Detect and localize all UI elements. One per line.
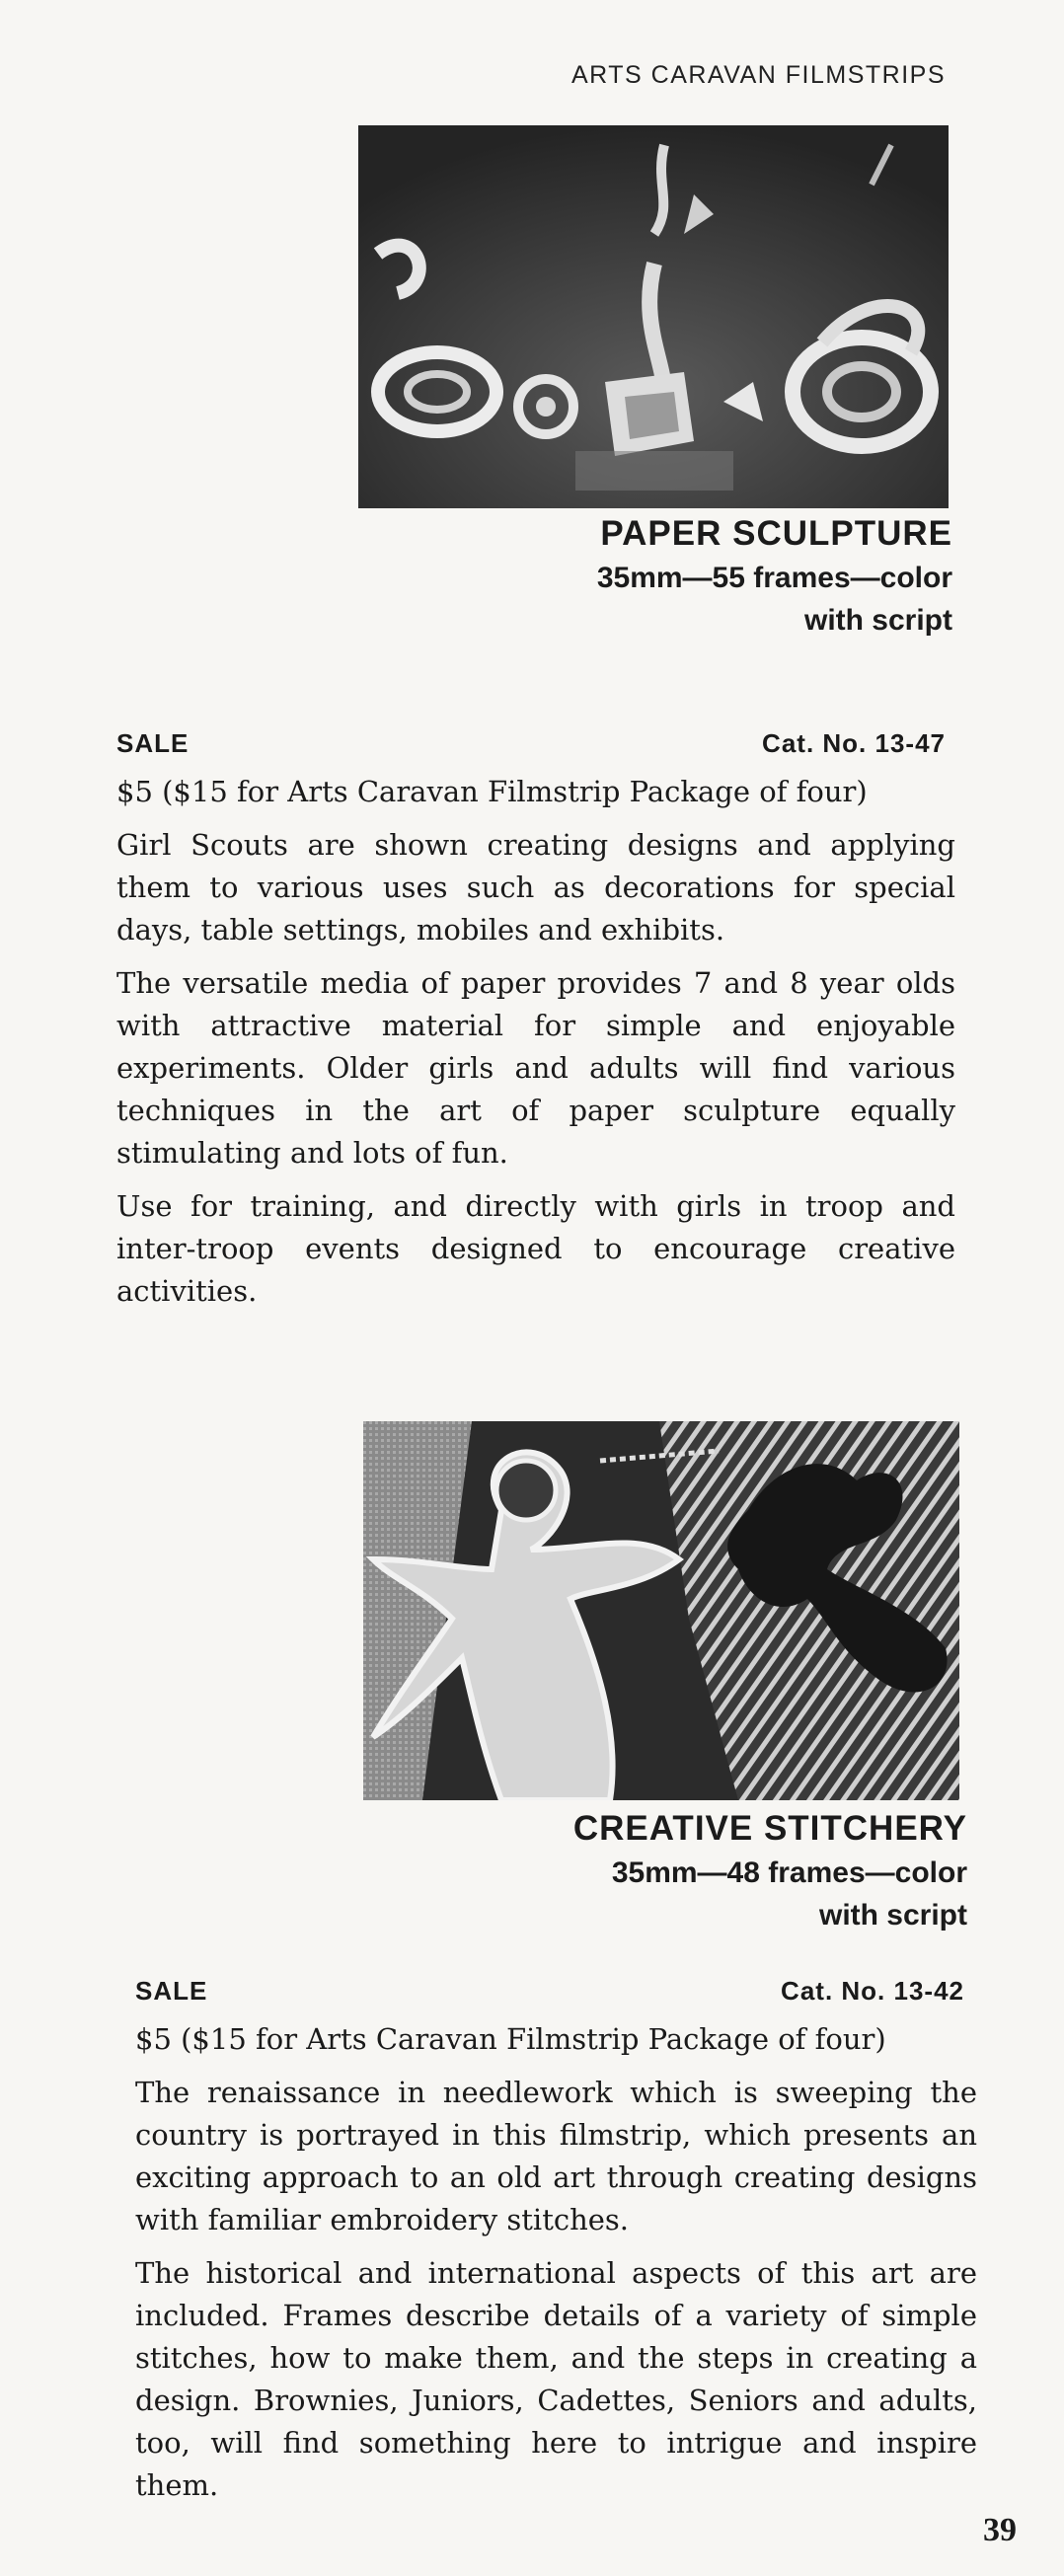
description-paragraph: The versatile media of paper provides 7 and 8 year olds with attractive material for simple and enjoyable experiments. Older girls and adults will find various techniques in the art of paper sculpture equally stimulating and lots of fun. [116, 966, 955, 1170]
filmstrip-spec: 35mm—48 frames—color [611, 1856, 967, 1889]
description-paragraph: The renaissance in needlework which is sweeping the country is portrayed in this filmstrip, which presents an exciting approach to an old art through creating designs with familiar embroidery stitches. [135, 2076, 977, 2236]
filmstrip-title: CREATIVE STITCHERY [572, 1809, 967, 1848]
description-paragraph: The historical and international aspects of this art are included. Frames describe details of a variety of simple stitches, how to make them, and the steps in creating a design. Brownies, Juniors, Cadettes, Seniors and adults, too, will find something here to intrigue and inspire them. [135, 2256, 977, 2502]
filmstrip-spec-note: with script [803, 604, 952, 637]
sale-label: SALE [135, 1976, 208, 2006]
filmstrip-title-block [573, 1806, 967, 1936]
filmstrip-spec-note: with script [818, 1899, 967, 1932]
filmstrip-spec: 35mm—55 frames—color [596, 562, 952, 594]
filmstrip-title-block [597, 511, 952, 642]
catalog-number: Cat. No. 13-42 [781, 1976, 964, 2006]
catalog-number: Cat. No. 13-47 [762, 728, 946, 758]
description-paragraph: Use for training, and directly with girls in troop and inter-troop events designed to encourage creative activities. [116, 1189, 955, 1308]
creative-stitchery-photo [363, 1421, 959, 1800]
description-paragraph: Girl Scouts are shown creating designs and applying them to various uses such as decorations for special days, table settings, mobiles and exhibits. [116, 828, 955, 947]
sale-label: SALE [116, 728, 190, 758]
page-number: 39 [983, 2512, 1017, 2548]
description [135, 2018, 977, 2518]
running-head: ARTS CARAVAN FILMSTRIPS [570, 61, 946, 89]
price-line: $5 ($15 for Arts Caravan Filmstrip Package of four) [135, 2022, 886, 2056]
price-line: $5 ($15 for Arts Caravan Filmstrip Package of four) [116, 775, 868, 808]
filmstrip-title: PAPER SCULPTURE [600, 514, 952, 553]
paper-sculpture-photo [358, 125, 949, 508]
description [116, 771, 955, 1324]
